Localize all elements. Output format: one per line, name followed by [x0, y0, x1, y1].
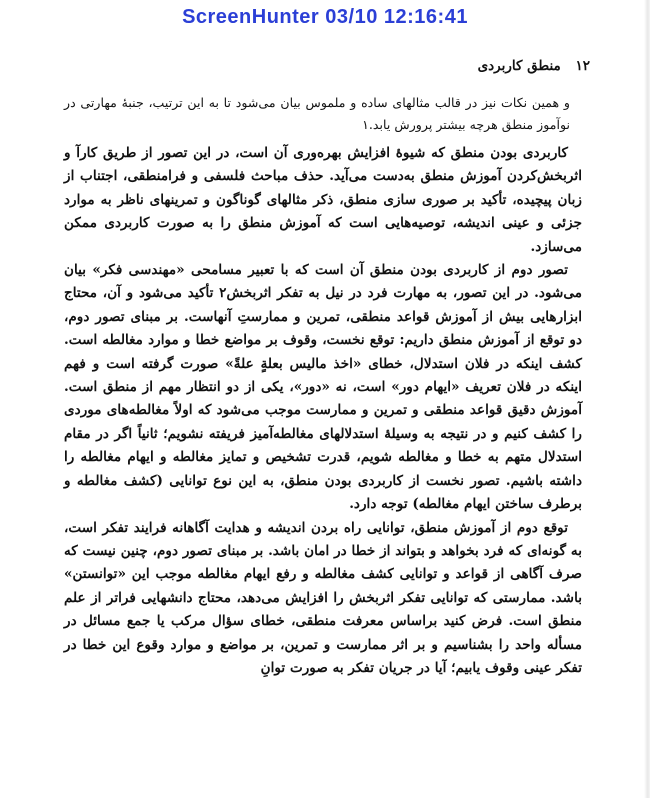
page-number: ١٢: [575, 58, 590, 74]
page-body: [64, 92, 582, 680]
running-title: منطق کاربردی: [477, 58, 561, 74]
paragraph-2: تصور دوم از کاربردی بودن منطق آن است که با تعبیر مسامحی «مهندسی فکر» بیان می‌شود. در این تصور، به مهارت فرد در نیل به تفکر اثربخش٢ تأکید می‌شود و آن، محتاج ابزارهایی بیش از آموزش قواعد منطقی، تمرین و ممارستِ آنهاست. بر مبنای تصور دوم، دو توقع از آموزش منطق داریم: توقع نخست، وقوف بر مواضع خطا و موارد مغالطه است. کشف اینکه در فلان استدلال، خطای «اخذ مالیس بعلةٍ علةً» صورت گرفته است و فهم اینکه در فلان تعریف «ایهام دور» است، نه «دور»، یکی از دو انتظار مهم از منطق است. آموزش دقیق قواعد منطقی و تمرین و ممارست موجب می‌شود که اولاً مغالطه‌های موردی را کشف کنیم و در نتیجه به وسیلهٔ استدلالهای مغالطه‌آمیز فریفته نشویم؛ ثانیاً اگر در مقام استدلال متهم به خطا و مغالطه شویم، قدرت تشخیص و تمایز مغالطه و ایهام مغالطه را داشته باشیم. تصور نخست از کاربردی بودن منطق، به این نوع توانایی (کشف مغالطه و برطرف ساختن ایهام مغالطه) توجه دارد.: [64, 262, 582, 513]
paragraph-3: توقع دوم از آموزش منطق، توانایی راه بردن اندیشه و هدایت آگاهانه فرایند تفکر است، به گونه‌ای که فرد بخواهد و بتواند از خطا در امان باشد. بر مبنای تصور دوم، چنین نیست که صرف آگاهی از قواعد و توانایی کشف مغالطه و رفع ایهام مغالطه موجب این «توانستن» باشد. ممارستی که توانایی تفکر اثربخش را افزایش می‌دهد، محتاج دانشهایی فراتر از علم منطق است. فرض کنید براساس معرفت منطقی، خطای سؤال مرکب یا جمع مسائل در مسأله واحد را بشناسیم و بر اثر ممارست و تمرین، بر مواضع و موارد وقوع این خطا در تفکر عینی وقوف یابیم؛ آیا در جریان تفکر به صورت توانِ: [64, 519, 582, 676]
paragraph-1: کاربردی بودن منطق که شیوهٔ افزایش بهره‌وری آن است، در این تصور از طریق کارآ و اثربخش‌کردن آموزش منطق به‌دست می‌آید. حذف مباحث فلسفی و فرامنطقی، اجتناب از زبان پیچیده، تأکید بر صوری سازی منطق، ذکر مثالهای گوناگون و تمرینهای ناظر به موارد جزئی و عینی اندیشه، توصیه‌هایی است که آموزش منطق را به صورت کاربردی ممکن می‌سازد.: [64, 145, 582, 255]
page-edge-shadow: [644, 0, 650, 798]
page-header: [60, 58, 590, 74]
quoted-paragraph: و همین نکات نیز در قالب مثالهای ساده و ملموس بیان می‌شود تا به این ترتیب، جنبهٔ مهارتی در نوآموز منطق هرچه بیشتر پرورش یابد.١: [64, 95, 570, 132]
screenhunter-watermark: ScreenHunter 03/10 12:16:41: [182, 6, 468, 28]
